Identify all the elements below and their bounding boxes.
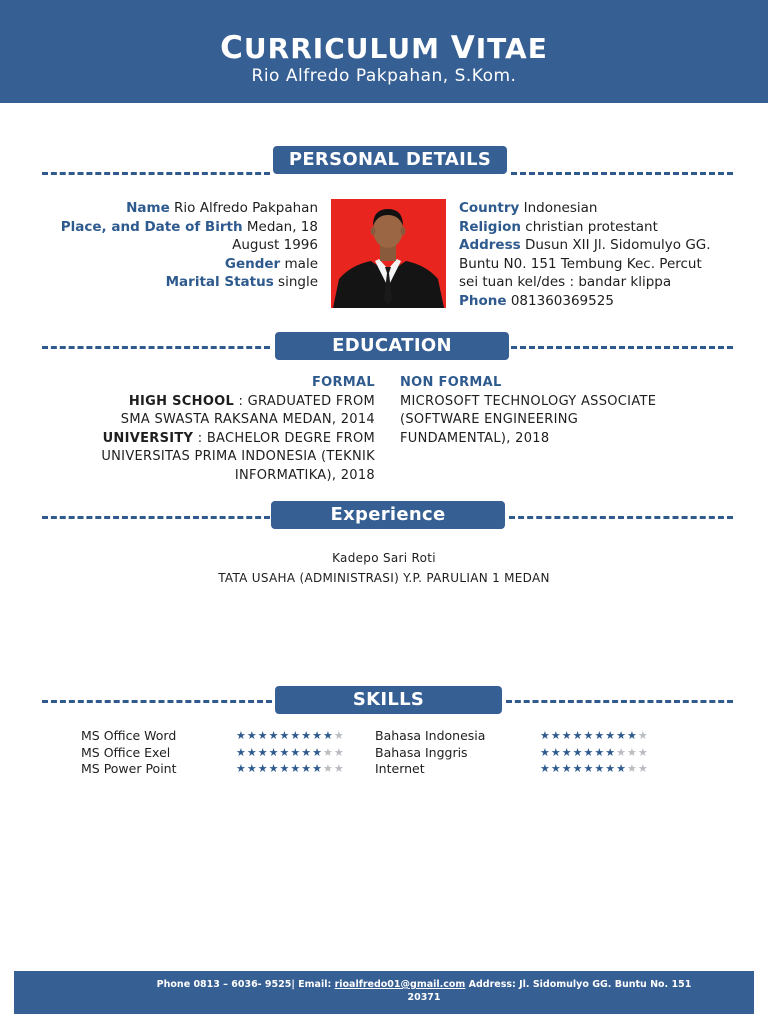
skill-rating-stars [540, 728, 649, 745]
personal-right-column [459, 199, 739, 310]
footer-contact-bar [14, 971, 754, 1014]
star-filled-icon: ★ [616, 762, 627, 775]
star-filled-icon: ★ [627, 729, 638, 742]
title-initial-v: V [450, 30, 476, 66]
star-filled-icon: ★ [323, 729, 334, 742]
star-filled-icon: ★ [583, 745, 595, 759]
skill-rating-stars [540, 761, 649, 778]
star-filled-icon: ★ [290, 729, 302, 742]
star-filled-icon: ★ [279, 762, 291, 775]
skill-name: MS Office Word [81, 728, 177, 743]
skill-name: MS Power Point [81, 761, 177, 776]
skill-rating-stars [236, 745, 345, 762]
skill-name: Bahasa Inggris [375, 744, 468, 760]
star-filled-icon: ★ [312, 762, 323, 775]
star-filled-icon: ★ [572, 762, 584, 775]
star-empty-icon: ★ [616, 745, 627, 759]
address-row-cont-2: sei tuan kel/des : bandar klippa [459, 274, 672, 290]
star-filled-icon: ★ [301, 762, 313, 775]
address-row [459, 236, 739, 255]
star-filled-icon: ★ [290, 762, 302, 775]
star-filled-icon: ★ [594, 745, 606, 759]
high-school-text: : GRADUATED FROM [234, 393, 375, 409]
footer-postcode: 20371 [407, 991, 441, 1003]
section-divider-left [42, 700, 272, 703]
nonformal-line: MICROSOFT TECHNOLOGY ASSOCIATE [400, 393, 657, 409]
header-subtitle: Rio Alfredo Pakpahan, S.Kom. [251, 66, 517, 86]
header-banner [0, 0, 768, 100]
star-filled-icon: ★ [605, 729, 617, 742]
name-value: Rio Alfredo Pakpahan [174, 200, 318, 216]
star-empty-icon: ★ [637, 762, 649, 775]
star-filled-icon: ★ [236, 745, 247, 759]
star-filled-icon: ★ [540, 762, 551, 775]
formal-header: FORMAL [311, 375, 375, 390]
skill-name: MS Office Exel [81, 744, 171, 760]
star-filled-icon: ★ [561, 745, 573, 759]
star-filled-icon: ★ [236, 762, 247, 775]
star-filled-icon: ★ [594, 762, 606, 775]
religion-row [459, 218, 739, 237]
star-filled-icon: ★ [605, 745, 617, 759]
star-filled-icon: ★ [301, 729, 313, 742]
marital-label: Marital Status [165, 274, 274, 290]
star-filled-icon: ★ [257, 762, 269, 775]
birth-row-cont: August 1996 [232, 237, 318, 253]
country-label: Country [459, 200, 520, 216]
star-filled-icon: ★ [540, 729, 551, 742]
star-filled-icon: ★ [236, 729, 247, 742]
high-school-label: HIGH SCHOOL [128, 393, 235, 409]
star-empty-icon: ★ [323, 762, 334, 775]
section-divider-right [511, 172, 733, 175]
section-divider-right [509, 516, 733, 519]
star-filled-icon: ★ [561, 762, 573, 775]
skill-rating-stars [236, 761, 345, 778]
star-filled-icon: ★ [257, 729, 269, 742]
religion-value: christian protestant [525, 218, 658, 235]
high-school-row [70, 393, 375, 412]
section-title-education: EDUCATION [275, 332, 509, 360]
footer-text: Phone 0813 – 6036- 9525| Email: [156, 979, 335, 990]
star-filled-icon: ★ [583, 729, 595, 742]
star-empty-icon: ★ [637, 729, 649, 742]
star-filled-icon: ★ [312, 745, 323, 759]
skill-rating-stars [236, 728, 345, 745]
gender-label: Gender [224, 255, 281, 272]
star-filled-icon: ★ [550, 762, 562, 775]
address-value: Dusun XII Jl. Sidomulyo GG. [524, 237, 711, 253]
birth-row [40, 218, 318, 237]
phone-row [459, 292, 739, 311]
star-filled-icon: ★ [550, 745, 562, 759]
title-part-1: URRICULUM [243, 32, 451, 65]
skill-rating-stars [540, 745, 649, 762]
star-empty-icon: ★ [627, 745, 638, 759]
section-divider-left [42, 346, 270, 349]
profile-photo [331, 199, 446, 308]
experience-item: Kadepo Sari Roti [332, 551, 436, 565]
nonformal-line: FUNDAMENTAL), 2018 [400, 430, 550, 446]
nonformal-header: NON FORMAL [400, 375, 502, 390]
star-filled-icon: ★ [583, 762, 595, 775]
section-divider-right [511, 346, 733, 349]
religion-label: Religion [459, 218, 521, 235]
country-row [459, 199, 739, 218]
country-value: Indonesian [523, 200, 598, 216]
university-text: : BACHELOR DEGRE FROM [193, 430, 375, 446]
star-filled-icon: ★ [550, 729, 562, 742]
address-label: Address [459, 237, 521, 253]
phone-label: Phone [459, 292, 507, 309]
birth-label: Place, and Date of Birth [60, 218, 243, 235]
section-divider-left [42, 172, 270, 175]
star-filled-icon: ★ [268, 762, 280, 775]
section-divider-left [42, 516, 270, 519]
name-label: Name [126, 200, 170, 216]
experience-item: TATA USAHA (ADMINISTRASI) Y.P. PARULIAN 1 MEDAN [218, 571, 550, 585]
education-nonformal-column [400, 374, 700, 448]
star-empty-icon: ★ [333, 729, 345, 742]
university-row-cont-2: INFORMATIKA), 2018 [234, 467, 375, 483]
university-row [70, 430, 375, 449]
star-filled-icon: ★ [605, 762, 617, 775]
footer-email-link[interactable]: rioalfredo01@gmail.com [334, 979, 466, 990]
education-formal-column [70, 374, 375, 485]
skill-name: Bahasa Indonesia [375, 728, 486, 743]
university-label: UNIVERSITY [102, 430, 194, 446]
section-divider-right [506, 700, 733, 703]
star-filled-icon: ★ [540, 745, 551, 759]
star-filled-icon: ★ [246, 745, 258, 759]
star-filled-icon: ★ [312, 729, 323, 742]
profile-photo-illustration [331, 199, 446, 308]
title-initial-c: C [220, 30, 244, 66]
section-title-experience: Experience [271, 501, 505, 529]
section-title-skills: SKILLS [275, 686, 502, 714]
header-underline [0, 100, 768, 103]
name-row [40, 199, 318, 218]
footer-address: Address: Jl. Sidomulyo GG. Buntu No. 151 [465, 979, 692, 990]
star-filled-icon: ★ [246, 729, 258, 742]
marital-row [40, 273, 318, 292]
star-empty-icon: ★ [333, 745, 345, 759]
star-empty-icon: ★ [323, 745, 334, 759]
star-filled-icon: ★ [301, 745, 313, 759]
high-school-row-cont: SMA SWASTA RAKSANA MEDAN, 2014 [120, 412, 375, 427]
star-filled-icon: ★ [572, 729, 584, 742]
star-filled-icon: ★ [572, 745, 584, 759]
personal-left-column [40, 199, 318, 292]
star-filled-icon: ★ [246, 762, 258, 775]
gender-row [40, 255, 318, 274]
star-filled-icon: ★ [279, 745, 291, 759]
star-filled-icon: ★ [268, 745, 280, 759]
star-empty-icon: ★ [627, 762, 638, 775]
nonformal-line: (SOFTWARE ENGINEERING [400, 412, 579, 427]
star-filled-icon: ★ [561, 729, 573, 742]
phone-value: 081360369525 [510, 292, 614, 309]
star-filled-icon: ★ [257, 745, 269, 759]
title-part-2: ITAE [475, 32, 548, 65]
marital-value: single [278, 274, 318, 290]
section-title-personal: PERSONAL DETAILS [273, 146, 507, 174]
university-row-cont-1: UNIVERSITAS PRIMA INDONESIA (TEKNIK [101, 449, 375, 464]
star-empty-icon: ★ [637, 745, 649, 759]
star-filled-icon: ★ [279, 729, 291, 742]
star-filled-icon: ★ [268, 729, 280, 742]
birth-value: Medan, 18 [246, 218, 318, 235]
star-filled-icon: ★ [594, 729, 606, 742]
page-title [0, 0, 768, 66]
star-empty-icon: ★ [333, 762, 345, 775]
gender-value: male [284, 255, 318, 272]
star-filled-icon: ★ [290, 745, 302, 759]
skill-name: Internet [375, 761, 425, 776]
star-filled-icon: ★ [616, 729, 627, 742]
address-row-cont-1: Buntu N0. 151 Tembung Kec. Percut [459, 255, 702, 272]
